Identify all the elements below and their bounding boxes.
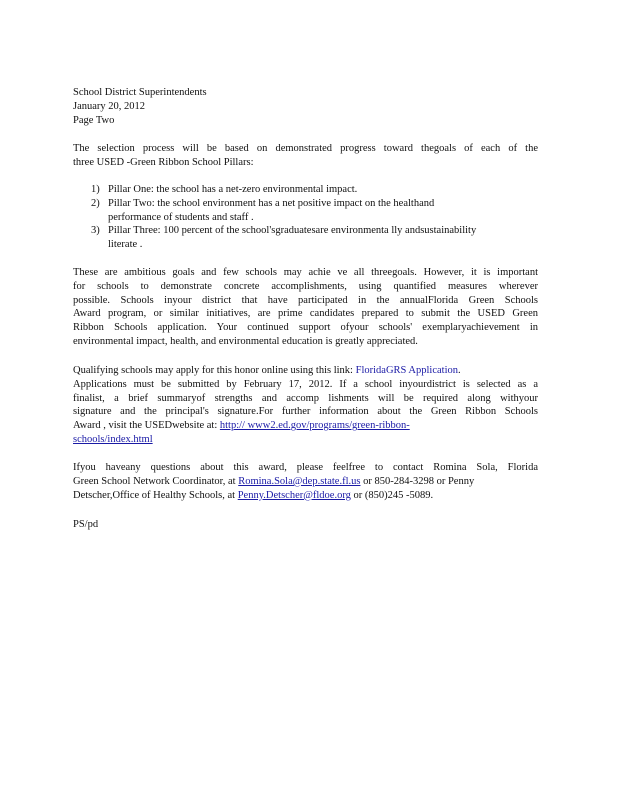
paragraph-line (73, 419, 538, 433)
paragraph-text: Detscher,Office of Healthy Schools, at (73, 489, 238, 501)
list-number: 1) (91, 184, 100, 195)
application-paragraph (73, 364, 538, 447)
paragraph-line: possible. Schools inyour district that have participated in the annualFlorida Green Schools (73, 294, 538, 306)
pillar-text-cont: performance of students and staff . (108, 211, 254, 223)
usedwebsite-link[interactable]: http:// www2.ed.gov/programs/green-ribbon- (219, 420, 410, 432)
intro-line: The selection process will be based on demonstrated progress toward thegoals of each of the (73, 143, 538, 154)
list-item (73, 197, 538, 225)
paragraph-line (73, 489, 538, 503)
florida-grs-application-link[interactable]: FloridaGRS Application (355, 365, 458, 376)
date-line: January 20, 2012 (73, 100, 146, 112)
paragraph-line: Ribbon Schools application. Your continued support ofyour schools' exemplaryachievement in (73, 322, 538, 334)
paragraph-line: finalist, a brief summaryof strengths and accomp lishments will be required along withyour (73, 392, 538, 404)
paragraph-line: These are ambitious goals and few schools may achie ve all threegoals. However, it is important (73, 267, 538, 278)
recipient-line: School District Superintendents (73, 87, 207, 98)
paragraph-text: or (850)245 -5089. (350, 489, 434, 501)
paragraph-line (73, 475, 538, 489)
usedwebsite-link-cont[interactable]: schools/index.html (73, 433, 153, 445)
paragraph-line: Applications must be submitted by February 17, 2012. If a school inyourdistrict is selected as a (73, 378, 538, 390)
list-number: 2) (91, 197, 100, 209)
pillar-text: Pillar One: the school has a net-zero environmental impact. (108, 184, 358, 195)
paragraph-line: signature and the principal's signature.For further information about the Green Ribbon Schools (73, 406, 538, 418)
list-item (73, 183, 538, 197)
list-item (73, 224, 538, 252)
letter-header (73, 86, 538, 127)
paragraph-line: Award program, or similar initiatives, are prime candidates prepared to submit the USED Green (73, 308, 538, 320)
romina-email-link[interactable]: Romina.Sola@dep.state.fl.us (238, 475, 361, 487)
penny-email-link[interactable]: Penny.Detscher@fldoe.org (237, 489, 351, 501)
paragraph-line (73, 364, 538, 378)
paragraph-text: Award , visit the USEDwebsite at: (73, 420, 220, 432)
paragraph-line: for schools to demonstrate concrete accomplishments, using quantified measures wherever (73, 280, 538, 292)
paragraph-text: . (457, 365, 461, 376)
pillar-text: Pillar Three: 100 percent of the school'sgraduatesare environmenta lly andsustainability (108, 225, 477, 237)
contact-paragraph (73, 461, 538, 502)
pillar-text-cont: literate . (108, 239, 143, 251)
ambitious-goals-paragraph (73, 266, 538, 349)
page-number-line: Page Two (73, 114, 115, 126)
intro-line: three USED -Green Ribbon School Pillars: (73, 156, 254, 168)
paragraph-line: environmental impact, health, and environmental education is greatly appreciated. (73, 335, 418, 347)
pillars-list (73, 183, 538, 252)
signoff (73, 518, 538, 532)
signoff-initials: PS/pd (73, 519, 99, 530)
paragraph-text: or 850-284-3298 or Penny (360, 475, 475, 487)
paragraph-text: Green School Network Coordinator, at (73, 475, 239, 487)
list-number: 3) (91, 225, 100, 237)
intro-paragraph (73, 142, 538, 170)
paragraph-line (73, 433, 538, 447)
paragraph-text: Qualifying schools may apply for this honor online using this link: (73, 365, 356, 376)
paragraph-line: Ifyou haveany questions about this award, please feelfree to contact Romina Sola, Florida (73, 462, 538, 473)
pillar-text: Pillar Two: the school environment has a net positive impact on the healthand (108, 197, 435, 209)
